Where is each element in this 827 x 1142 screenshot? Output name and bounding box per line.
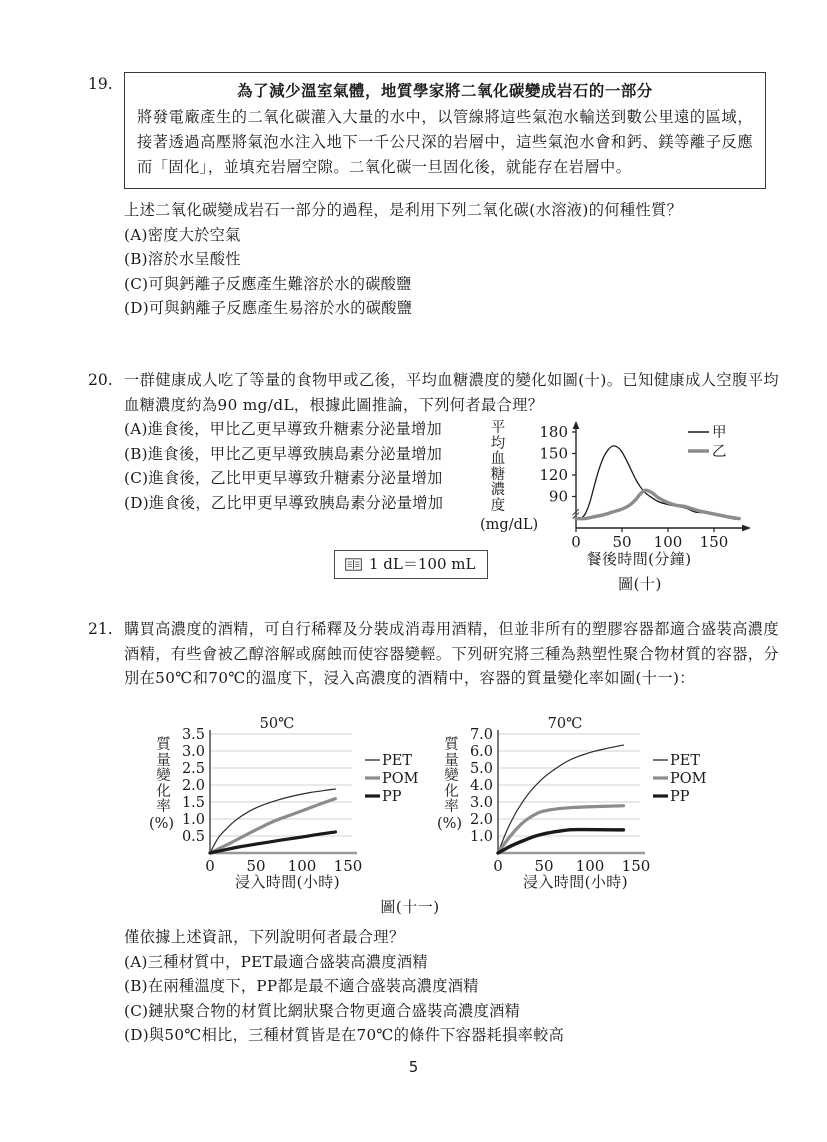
legend-50c-pp: PP: [382, 789, 402, 805]
svg-text:3.0: 3.0: [469, 795, 493, 811]
figure-11-caption: 圖(十一): [380, 898, 440, 916]
passage-text: 將發電廠產生的二氧化碳灌入大量的水中，以管線將這些氣泡水輸送到數公里遠的區域，接著透過高壓將氣泡水注入地下一千公尺深的岩層中，這些氣泡水會和鈣、鎂等離子反應而「固化」，並填充岩層空隙。二氧化碳一旦固化後，就能存在岩層中。: [137, 108, 753, 176]
svg-text:180: 180: [539, 423, 568, 441]
legend-70c-pp: PP: [670, 789, 690, 805]
chart-blood-glucose: [480, 420, 778, 568]
svg-text:150: 150: [699, 533, 729, 550]
svg-text:7.0: 7.0: [469, 727, 493, 743]
svg-text:150: 150: [333, 857, 363, 875]
svg-text:0: 0: [571, 533, 581, 550]
question-21-option-b[interactable]: (B)在兩種溫度下，PP都是最不適合盛裝高濃度酒精: [124, 977, 479, 995]
series-PP: [498, 830, 623, 853]
legend-50c-pom: POM: [382, 771, 419, 787]
svg-text:6.0: 6.0: [469, 744, 493, 760]
svg-text:50: 50: [246, 857, 266, 875]
question-20-option-b[interactable]: (B)進食後，甲比乙更早導致胰島素分泌量增加: [124, 444, 443, 463]
chart-70c-svg: [440, 716, 735, 891]
svg-text:1.5: 1.5: [181, 795, 205, 811]
question-19-option-a[interactable]: (A)密度大於空氣: [124, 225, 241, 244]
question-21-answers: [124, 925, 784, 1048]
legend-50c-pet: PET: [382, 753, 413, 769]
question-20-stem: 一群健康成人吃了等量的食物甲或乙後，平均血糖濃度的變化如圖(十)。已知健康成人空腹平均血糖濃度約為90 mg/dL，根據此圖推論，下列何者最合理？: [124, 371, 779, 414]
svg-text:2.0: 2.0: [469, 812, 493, 828]
question-20-option-c[interactable]: (C)進食後，乙比甲更早導致升糖素分泌量增加: [124, 469, 443, 487]
question-20-option-a[interactable]: (A)進食後，甲比乙更早導致升糖素分泌量增加: [124, 420, 442, 438]
legend-blood-glucose-yi: 乙: [712, 444, 727, 460]
question-19-option-d[interactable]: (D)可與鈉離子反應產生易溶於水的碳酸鹽: [124, 299, 413, 317]
svg-text:90: 90: [548, 487, 568, 506]
book-icon: [345, 558, 362, 571]
svg-text:100: 100: [575, 857, 605, 875]
chart-blood-glucose-xlabel: 餐後時間(分鐘): [586, 550, 692, 568]
svg-text:50: 50: [612, 533, 632, 550]
question-20-option-d[interactable]: (D)進食後，乙比甲更早導致胰島素分泌量增加: [124, 493, 444, 512]
legend-blood-glucose-jia: 甲: [712, 425, 727, 441]
question-19-option-b[interactable]: (B)溶於水呈酸性: [124, 250, 241, 268]
legend-70c-pom: POM: [670, 771, 707, 787]
figure-10-caption: 圖(十): [618, 575, 662, 593]
legend-70c-pet: PET: [670, 753, 701, 769]
unit-note-box: [334, 550, 488, 579]
question-21-number: 21.: [88, 620, 113, 638]
page-number: 5: [408, 1058, 419, 1076]
question-21-option-c[interactable]: (C)鏈狀聚合物的材質比網狀聚合物更適合盛裝高濃度酒精: [124, 1001, 521, 1020]
question-21-option-a[interactable]: (A)三種材質中，PET最適合盛裝高濃度酒精: [124, 952, 428, 971]
question-19-option-c[interactable]: (C)可與鈣離子反應產生難溶於水的碳酸鹽: [124, 274, 412, 293]
svg-text:150: 150: [539, 444, 568, 463]
question-21: [86, 617, 786, 691]
question-21-stem: 購買高濃度的酒精，可自行稀釋及分裝成消毒用酒精，但並非所有的塑膠容器都適合盛裝高濃度酒精，有些會被乙醇溶解或腐蝕而使容器變輕。下列研究將三種為熱塑性聚合物材質的容器，分別在50℃和70℃的溫度下，浸入高濃度的酒精中，容器的質量變化率如圖(十一)：: [124, 620, 779, 687]
question-19-stem: 上述二氧化碳變成岩石一部分的過程，是利用下列二氧化碳(水溶液)的何種性質？: [124, 201, 683, 219]
svg-text:0: 0: [493, 857, 503, 875]
chart-50c-title: 50℃: [259, 716, 295, 732]
question-19-passage-box: [124, 72, 766, 189]
question-19: [86, 72, 776, 321]
chart-blood-glucose-svg: [488, 420, 778, 550]
svg-text:0: 0: [205, 857, 215, 875]
svg-text:1.0: 1.0: [181, 812, 205, 828]
svg-text:150: 150: [621, 857, 651, 875]
svg-text:2.5: 2.5: [181, 761, 205, 777]
question-20-number: 20.: [88, 371, 113, 389]
svg-text:4.0: 4.0: [469, 778, 493, 794]
chart-mass-change-50c: [149, 716, 447, 891]
chart-50c-svg: [152, 716, 447, 891]
svg-text:50: 50: [534, 857, 554, 875]
chart-blood-glucose-yunit: (mg/dL): [480, 517, 539, 533]
svg-text:100: 100: [287, 857, 317, 875]
question-19-number: 19.: [88, 75, 113, 93]
svg-text:1.0: 1.0: [469, 829, 493, 845]
chart-70c-yunit: (%): [437, 816, 463, 832]
passage-title: 為了減少溫室氣體，地質學家將二氧化碳變成岩石的一部分: [237, 82, 653, 100]
chart-70c-title: 70℃: [547, 716, 583, 732]
series-PET: [498, 745, 623, 853]
svg-text:3.0: 3.0: [181, 744, 205, 760]
chart-70c-ylabel: 質 量 變 化 率: [444, 737, 459, 815]
svg-text:100: 100: [653, 533, 683, 550]
chart-50c-xlabel: 浸入時間(小時): [235, 873, 340, 891]
chart-50c-series: [210, 789, 335, 853]
unit-note-text: 1 dL＝100 mL: [369, 555, 476, 573]
chart-50c-yunit: (%): [149, 816, 175, 832]
chart-mass-change-70c: [437, 716, 735, 891]
svg-text:2.0: 2.0: [181, 778, 205, 794]
series-乙: [576, 490, 739, 519]
chart-blood-glucose-ylabel: 平 均 血 糖 濃 度: [490, 420, 506, 514]
question-21-stem2: 僅依據上述資訊，下列說明何者最合理？: [124, 928, 405, 946]
svg-text:5.0: 5.0: [469, 761, 493, 777]
chart-70c-series: [498, 745, 623, 853]
svg-text:120: 120: [539, 466, 568, 484]
chart-50c-ylabel: 質 量 變 化 率: [156, 737, 171, 815]
svg-text:0.5: 0.5: [181, 829, 205, 845]
svg-text:3.5: 3.5: [181, 727, 205, 743]
question-21-option-d[interactable]: (D)與50℃相比，三種材質皆是在70℃的條件下容器耗損率較高: [124, 1026, 565, 1044]
chart-70c-xlabel: 浸入時間(小時): [523, 873, 628, 891]
